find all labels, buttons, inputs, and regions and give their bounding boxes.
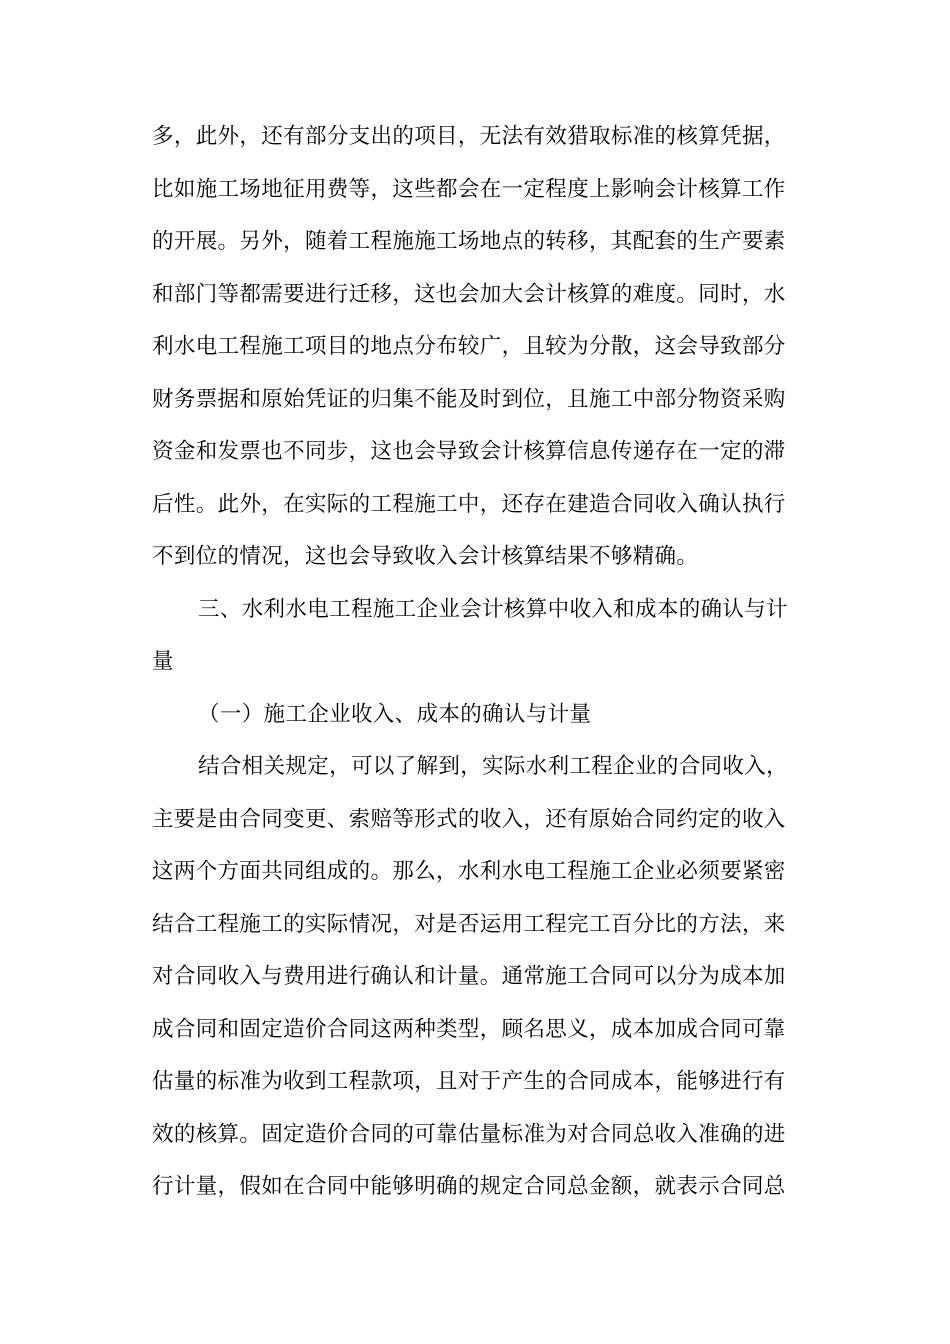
body-text-line: 结合工程施工的实际情况，对是否运用工程完工百分比的方法，来 (152, 912, 786, 937)
body-text-line: 效的核算。固定造价合同的可靠估量标准为对合同总收入准确的进 (152, 1122, 786, 1147)
body-text-line: 不到位的情况，这也会导致收入会计核算结果不够精确。 (152, 544, 699, 569)
subsection-heading: （一）施工企业收入、成本的确认与计量 (198, 702, 592, 727)
body-text-line: 这两个方面共同组成的。那么，水利水电工程施工企业必须要紧密 (152, 859, 786, 884)
body-text-line: 比如施工场地征用费等，这些都会在一定程度上影响会计核算工作 (152, 177, 786, 202)
body-text-line: 行计量，假如在合同中能够明确的规定合同总金额，就表示合同总 (152, 1174, 786, 1199)
paragraph-first-line: 结合相关规定，可以了解到，实际水利工程企业的合同收入， (198, 754, 788, 779)
body-text-line: 成合同和固定造价合同这两种类型，顾名思义，成本加成合同可靠 (152, 1017, 786, 1042)
body-text-line: 多，此外，还有部分支出的项目，无法有效猎取标准的核算凭据， (152, 124, 786, 149)
body-text-line: 利水电工程施工项目的地点分布较广，且较为分散，这会导致部分 (152, 334, 786, 359)
body-text-line: 后性。此外，在实际的工程施工中，还存在建造合同收入确认执行 (152, 492, 786, 517)
body-text-line: 资金和发票也不同步，这也会导致会计核算信息传递存在一定的滞 (152, 439, 786, 464)
body-text-line: 财务票据和原始凭证的归集不能及时到位，且施工中部分物资采购 (152, 387, 786, 412)
body-text-line: 对合同收入与费用进行确认和计量。通常施工合同可以分为成本加 (152, 964, 786, 989)
section-heading-continued: 量 (152, 649, 174, 674)
body-text-line: 和部门等都需要进行迁移，这也会加大会计核算的难度。同时，水 (152, 282, 786, 307)
section-heading: 三、水利水电工程施工企业会计核算中收入和成本的确认与计 (198, 597, 788, 622)
body-text-line: 估量的标准为收到工程款项，且对于产生的合同成本，能够进行有 (152, 1069, 786, 1094)
body-text-line: 主要是由合同变更、索赔等形式的收入，还有原始合同约定的收入 (152, 807, 786, 832)
body-text-line: 的开展。另外，随着工程施施工场地点的转移，其配套的生产要素 (152, 229, 786, 254)
